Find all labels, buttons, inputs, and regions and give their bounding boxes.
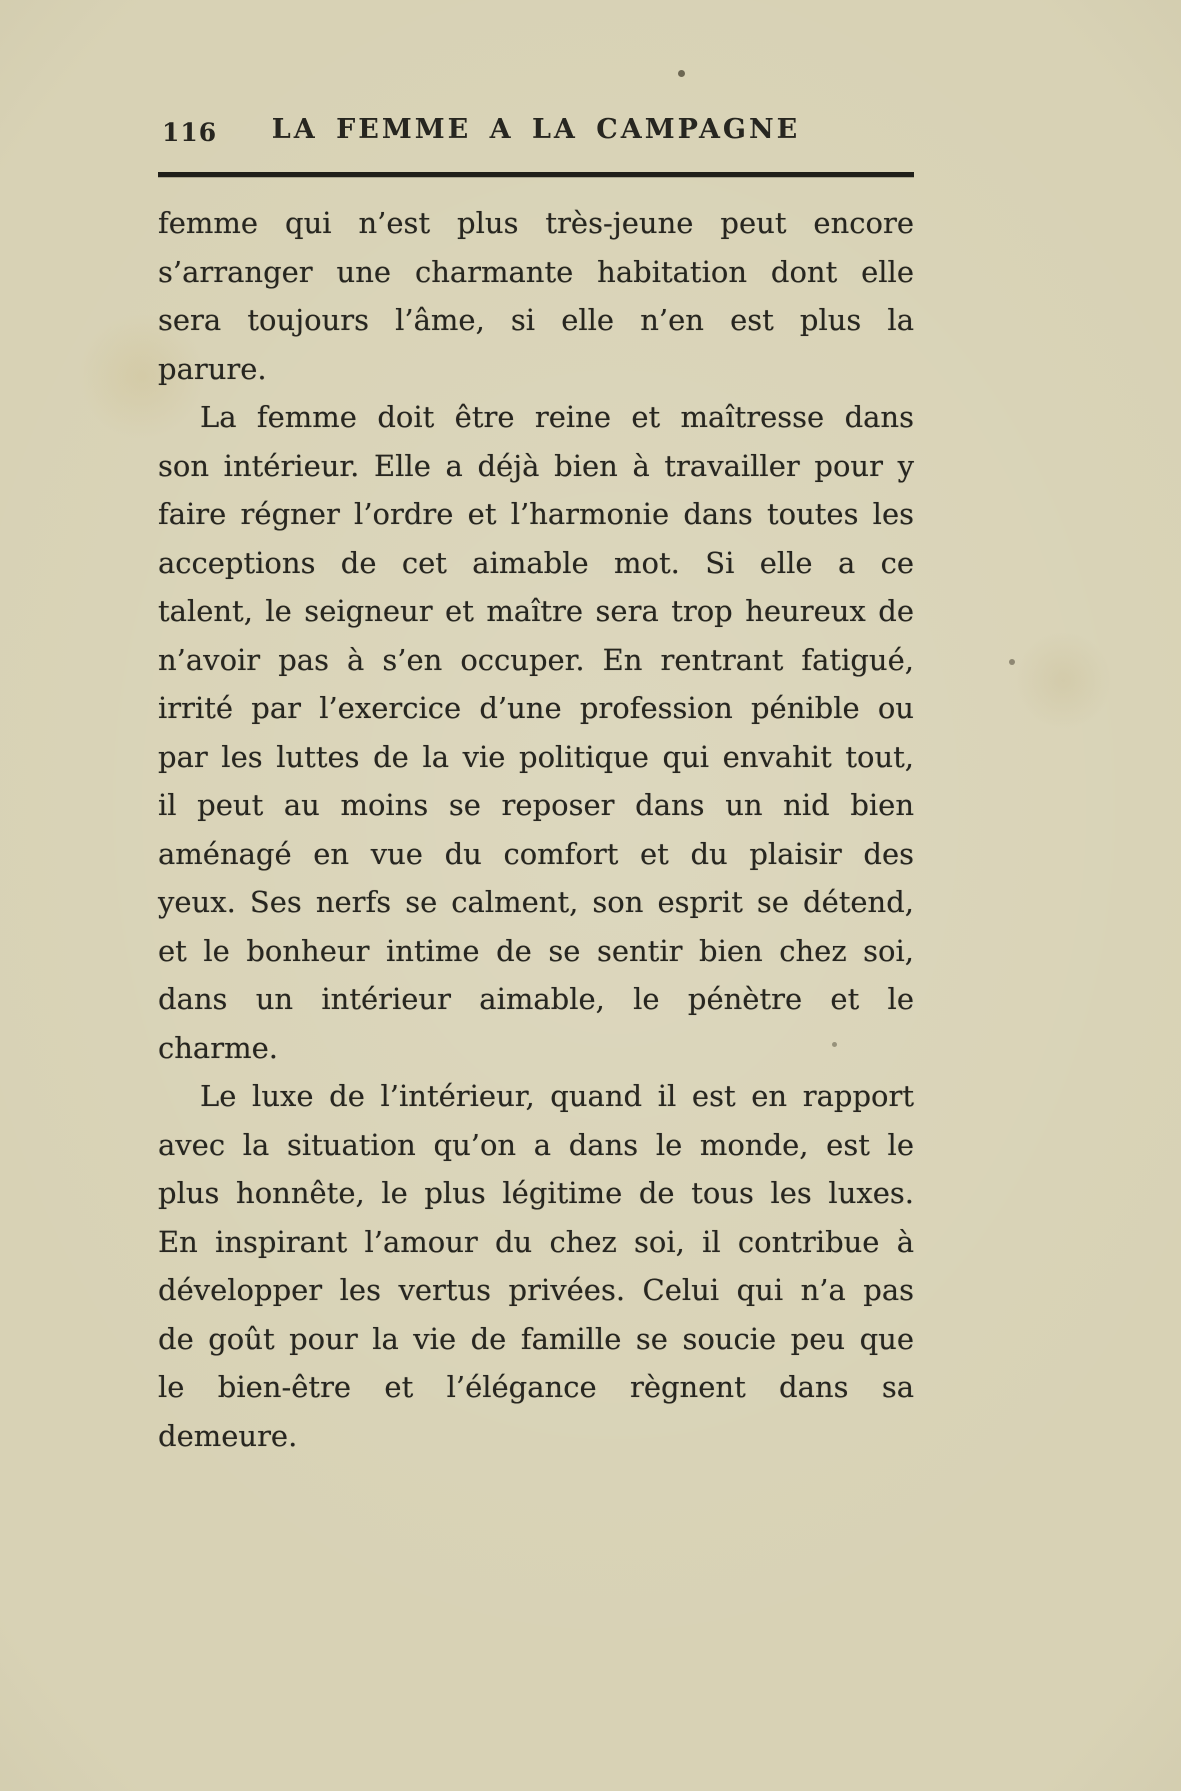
scan-artifact-dot [678, 70, 685, 77]
paragraph-2: La femme doit être reine et maîtresse dans son intérieur. Elle a déjà bien à travailler pour y faire régner l’ordre et l’harmonie dans toutes les acceptions de cet aimable mot. Si elle a ce talent, le seigneur et maître sera trop heureux de n’avoir pas à s’en occuper. En rentrant fatigué, irrité par l’exercice d’une profession pénible ou par les luttes de la vie politique qui envahit tout, il peut au moins se reposer dans un nid bien aménagé en vue du comfort et du plaisir des yeux. Ses nerfs se calment, son esprit se détend, et le bonheur intime de se sentir bien chez soi, dans un intérieur aimable, le pénètre et le charme. [158, 400, 914, 1065]
page-number: 116 [162, 118, 218, 147]
page-content [158, 112, 914, 1460]
running-title: LA FEMME A LA CAMPAGNE [271, 114, 801, 145]
header-rule [158, 172, 914, 177]
paragraph-continuation: femme qui n’est plus très-jeune peut encore s’arranger une charmante habitation dont elle sera toujours l’âme, si elle n’en est plus la parure. [158, 206, 914, 386]
running-header [158, 112, 914, 152]
scan-artifact-dot [1009, 659, 1015, 665]
body-text [158, 199, 914, 1460]
paragraph-3: Le luxe de l’intérieur, quand il est en rapport avec la situation qu’on a dans le monde, est le plus honnête, le plus légitime de tous les luxes. En inspirant l’amour du chez soi, il contribue à développer les vertus privées. Celui qui n’a pas de goût pour la vie de famille se soucie peu que le bien-être et l’élégance règnent dans sa demeure. [158, 1079, 914, 1453]
scan-artifact-dot [832, 1042, 837, 1047]
